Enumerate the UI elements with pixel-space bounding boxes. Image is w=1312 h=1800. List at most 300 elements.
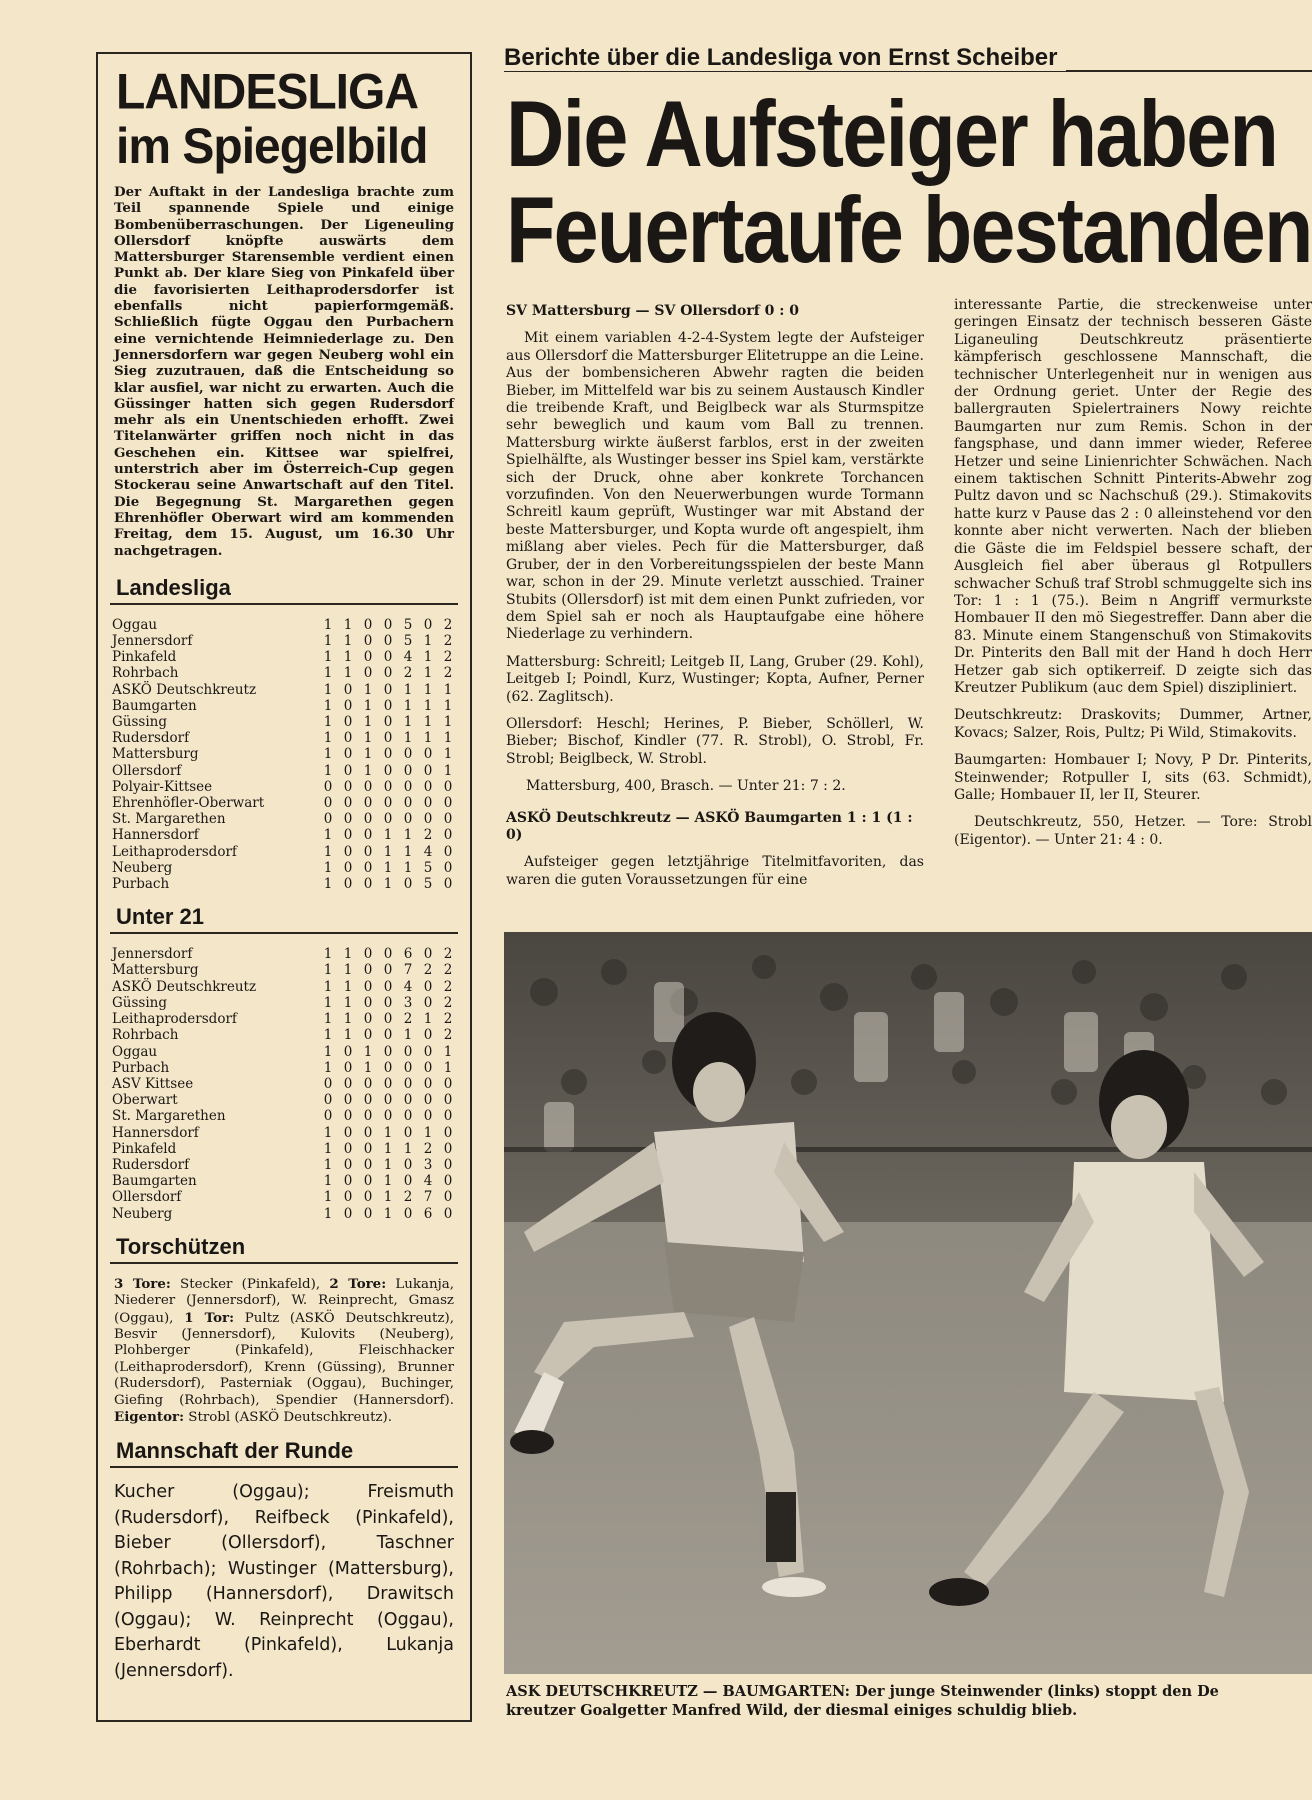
stat-cell: 6 [423, 1205, 433, 1222]
standings-row [110, 844, 458, 860]
stat-cell: 5 [423, 859, 433, 876]
stat-cell: 0 [383, 697, 393, 714]
stat-cell: 1 [423, 1011, 433, 1028]
team-name: Oberwart [112, 1092, 178, 1109]
stat-cell: 0 [363, 1108, 373, 1125]
stat-cell: 0 [363, 1156, 373, 1173]
stat-cell: 1 [343, 946, 353, 963]
stat-cell: 5 [423, 876, 433, 893]
team-name: Ehrenhöfler-Oberwart [112, 795, 265, 812]
stat-cell: 0 [403, 1043, 413, 1060]
stat-cell: 1 [323, 962, 333, 979]
stat-cell: 0 [343, 1156, 353, 1173]
stat-cell: 0 [383, 730, 393, 747]
team-name: Oggau [112, 616, 158, 633]
stat-cell: 0 [403, 1173, 413, 1190]
stat-cell: 2 [443, 978, 453, 995]
stat-cell: 0 [403, 1156, 413, 1173]
stat-cell: 2 [443, 962, 453, 979]
stat-cell: 0 [423, 994, 433, 1011]
standings-row [110, 1206, 458, 1222]
stat-cell: 1 [443, 681, 453, 698]
team-name: Rohrbach [112, 665, 179, 682]
stat-cell: 0 [423, 616, 433, 633]
stat-cell: 0 [343, 714, 353, 731]
stat-cell: 0 [343, 730, 353, 747]
stat-cell: 0 [403, 1205, 413, 1222]
stat-cell: 0 [423, 762, 433, 779]
stat-cell: 1 [443, 714, 453, 731]
stat-cell: 1 [343, 633, 353, 650]
stat-cell: 1 [423, 1124, 433, 1141]
stat-cell: 1 [403, 859, 413, 876]
team-name: St. Margarethen [112, 1108, 226, 1125]
stat-cell: 0 [383, 649, 393, 666]
stat-cell: 0 [363, 1011, 373, 1028]
stat-cell: 1 [323, 730, 333, 747]
standings-row [110, 1060, 458, 1076]
team-of-round: Kucher (Oggau); Freismuth (Rudersdorf), Reifbeck (Pinkafeld), Bieber (Ollersdorf), Taschner (Rohrbach); Wustinger (Mattersburg), Philipp (Hannersdorf), Drawitsch (Oggau); W. Reinprecht (Oggau), Eberhardt (Pinkafeld), Lukanja (Jennersdorf). [114, 1482, 454, 1681]
stat-cell: 4 [423, 843, 433, 860]
stat-cell: 1 [343, 1027, 353, 1044]
stat-cell: 4 [403, 978, 413, 995]
caption-line-1: ASK DEUTSCHKREUTZ — BAUMGARTEN: Der junge Steinwender (links) stoppt den De [506, 1683, 1219, 1700]
scorers-heading: Torschützen [110, 1232, 458, 1264]
stat-cell: 0 [383, 1108, 393, 1125]
match-2-meta: Deutschkreutz, 550, Hetzer. — Tore: Strobl (Eigentor). — Unter 21: 4 : 0. [954, 814, 1312, 848]
stat-cell: 1 [343, 994, 353, 1011]
scorers-list [114, 1276, 454, 1427]
stat-cell: 1 [383, 1140, 393, 1157]
stat-cell: 0 [343, 827, 353, 844]
stat-cell: 2 [443, 665, 453, 682]
stat-cell: 1 [363, 762, 373, 779]
team-name: Leithaprodersdorf [112, 843, 237, 860]
stat-cell: 1 [323, 1059, 333, 1076]
stat-cell: 0 [343, 697, 353, 714]
stat-cell: 6 [403, 946, 413, 963]
match-1-meta: Mattersburg, 400, Brasch. — Unter 21: 7 : 2. [526, 778, 846, 795]
stat-cell: 0 [443, 1140, 453, 1157]
team-name: Polyair-Kittsee [112, 778, 213, 795]
u21-table [110, 946, 458, 1221]
stat-cell: 0 [343, 778, 353, 795]
match-photo [504, 932, 1312, 1674]
stat-cell: 0 [423, 1092, 433, 1109]
stat-cell: 0 [443, 1189, 453, 1206]
stat-cell: 2 [443, 1027, 453, 1044]
stat-cell: 2 [403, 665, 413, 682]
stat-cell: 1 [383, 1205, 393, 1222]
scorer-names: Lukanja, Niederer (Jennersdorf), W. Reinprecht, Gmasz (Oggau), [114, 1276, 454, 1326]
stat-cell: 0 [443, 876, 453, 893]
stat-cell: 0 [363, 859, 373, 876]
stat-cell: 1 [343, 1011, 353, 1028]
team-name: Güssing [112, 994, 167, 1011]
stat-cell: 0 [343, 681, 353, 698]
stat-cell: 0 [383, 778, 393, 795]
stat-cell: 0 [383, 962, 393, 979]
stat-cell: 0 [443, 1124, 453, 1141]
headline-line-1: Die Aufsteiger haben [506, 86, 1278, 186]
stat-cell: 1 [323, 1140, 333, 1157]
kicker-text: Berichte über die Landesliga von Ernst Scheiber [504, 44, 1066, 71]
stat-cell: 0 [383, 978, 393, 995]
standings-row [110, 1189, 458, 1205]
team-name: Hannersdorf [112, 1124, 199, 1141]
lineup-ollersdorf: Ollersdorf: Heschl; Herines, P. Bieber, Schöllerl, W. Bieber; Bischof, Kindler (77. R. Strobl), O. Strobl, Fr. Strobl; Beiglbeck, W. Strobl. [506, 715, 924, 767]
stat-cell: 0 [403, 762, 413, 779]
standings-row [110, 995, 458, 1011]
stat-cell: 1 [383, 827, 393, 844]
team-name: Rohrbach [112, 1027, 179, 1044]
stat-cell: 1 [323, 946, 333, 963]
stat-cell: 0 [423, 978, 433, 995]
team-name: ASKÖ Deutschkreutz [112, 681, 257, 698]
stat-cell: 0 [363, 1189, 373, 1206]
stat-cell: 0 [363, 962, 373, 979]
stat-cell: 0 [363, 827, 373, 844]
stat-cell: 0 [443, 843, 453, 860]
landesliga-sidebar [96, 52, 472, 1722]
standings-row [110, 1125, 458, 1141]
team-name: Oggau [112, 1043, 158, 1060]
team-name: Pinkafeld [112, 1140, 177, 1157]
stat-cell: 0 [363, 1075, 373, 1092]
stat-cell: 1 [323, 1189, 333, 1206]
stat-cell: 1 [423, 681, 433, 698]
stat-cell: 0 [403, 1075, 413, 1092]
caption-line-2: kreutzer Goalgetter Manfred Wild, der diesmal einiges schuldig blieb. [506, 1702, 1078, 1719]
stat-cell: 0 [343, 1189, 353, 1206]
stat-cell: 2 [443, 1011, 453, 1028]
scorer-names: Pultz (ASKÖ Deutschkreutz), Besvir (Jennersdorf), Kulovits (Neuberg), Plohberger (Pinkafeld), Fleischhacker (Leithaprodersdorf), Krenn (Güssing), Brunner (Rudersdorf), Pasterniak (Oggau), Buchinger, Giefing (Rohrbach), Spendier (Hannersdorf). [114, 1310, 454, 1408]
standings-row [110, 1011, 458, 1027]
stat-cell: 1 [383, 1124, 393, 1141]
stat-cell: 0 [403, 778, 413, 795]
stat-cell: 1 [323, 697, 333, 714]
stat-cell: 0 [383, 746, 393, 763]
stat-cell: 1 [443, 746, 453, 763]
stat-cell: 1 [343, 978, 353, 995]
stat-cell: 0 [423, 1027, 433, 1044]
stat-cell: 0 [323, 778, 333, 795]
stat-cell: 0 [423, 795, 433, 812]
stat-cell: 3 [423, 1156, 433, 1173]
lineup-mattersburg: Mattersburg: Schreitl; Leitgeb II, Lang, Gruber (29. Kohl), Leitgeb I; Poindl, Kurz, Wustinger; Kopta, Aufner, Perner (62. Zaglitsch). [506, 653, 924, 705]
stat-cell: 1 [423, 697, 433, 714]
photo-caption [506, 1682, 1312, 1722]
stat-cell: 1 [323, 762, 333, 779]
stat-cell: 1 [423, 665, 433, 682]
stat-cell: 1 [323, 649, 333, 666]
team-name: St. Margarethen [112, 811, 226, 828]
stat-cell: 0 [323, 1092, 333, 1109]
stat-cell: 1 [323, 994, 333, 1011]
stat-cell: 0 [363, 1124, 373, 1141]
stat-cell: 1 [323, 1027, 333, 1044]
stat-cell: 0 [403, 876, 413, 893]
stat-cell: 0 [423, 1043, 433, 1060]
lineup-baumgarten: Baumgarten: Hombauer I; Novy, P Dr. Pinterits, Steinwender; Rotpuller I, sits (63. Schmidt), Galle; Hombauer II, ler II, Steurer. [954, 752, 1312, 803]
scorer-names: Strobl (ASKÖ Deutschkreutz). [184, 1409, 393, 1425]
stat-cell: 0 [343, 1173, 353, 1190]
team-name: Neuberg [112, 859, 173, 876]
team-name: Hannersdorf [112, 827, 199, 844]
sidebar-title [116, 65, 458, 174]
standings-row [110, 811, 458, 827]
stat-cell: 1 [343, 962, 353, 979]
team-name: Baumgarten [112, 697, 197, 714]
stat-cell: 0 [423, 746, 433, 763]
stat-cell: 1 [323, 827, 333, 844]
standings-row [110, 876, 458, 892]
stat-cell: 1 [383, 1173, 393, 1190]
team-name: Pinkafeld [112, 649, 177, 666]
stat-cell: 0 [443, 1092, 453, 1109]
stat-cell: 0 [343, 1043, 353, 1060]
stat-cell: 0 [363, 1092, 373, 1109]
stat-cell: 1 [363, 714, 373, 731]
stat-cell: 0 [363, 1173, 373, 1190]
scorer-count-label: 3 Tore: [114, 1275, 171, 1292]
stat-cell: 7 [423, 1189, 433, 1206]
stat-cell: 0 [423, 1059, 433, 1076]
stat-cell: 1 [383, 1156, 393, 1173]
stat-cell: 1 [323, 843, 333, 860]
stat-cell: 2 [443, 994, 453, 1011]
stat-cell: 1 [403, 1027, 413, 1044]
standings-row [110, 779, 458, 795]
stat-cell: 1 [323, 1124, 333, 1141]
standings-row [110, 979, 458, 995]
stat-cell: 1 [323, 1011, 333, 1028]
stat-cell: 0 [343, 1092, 353, 1109]
stat-cell: 0 [343, 811, 353, 828]
stat-cell: 0 [383, 946, 393, 963]
stat-cell: 2 [443, 616, 453, 633]
stat-cell: 1 [443, 762, 453, 779]
stat-cell: 4 [423, 1173, 433, 1190]
standings-row [110, 1141, 458, 1157]
scorer-count-label: Eigentor: [114, 1408, 185, 1425]
stat-cell: 1 [323, 633, 333, 650]
stat-cell: 0 [443, 827, 453, 844]
headline [506, 86, 1312, 286]
team-name: Purbach [112, 1059, 170, 1076]
stat-cell: 0 [363, 1140, 373, 1157]
stat-cell: 0 [423, 811, 433, 828]
standings-row [110, 649, 458, 665]
stat-cell: 1 [443, 1043, 453, 1060]
team-name: Jennersdorf [112, 633, 193, 650]
stat-cell: 1 [363, 1059, 373, 1076]
standings-row [110, 962, 458, 978]
stat-cell: 0 [343, 762, 353, 779]
stat-cell: 0 [443, 1108, 453, 1125]
stat-cell: 1 [323, 876, 333, 893]
stat-cell: 0 [343, 795, 353, 812]
stat-cell: 0 [443, 1173, 453, 1190]
stat-cell: 1 [343, 665, 353, 682]
stat-cell: 1 [323, 681, 333, 698]
standings-row [110, 682, 458, 698]
stat-cell: 1 [323, 1043, 333, 1060]
stat-cell: 0 [383, 665, 393, 682]
stat-cell: 0 [423, 778, 433, 795]
stat-cell: 0 [403, 1124, 413, 1141]
stat-cell: 0 [363, 811, 373, 828]
stat-cell: 1 [403, 1140, 413, 1157]
team-name: Rudersdorf [112, 730, 190, 747]
stat-cell: 0 [383, 616, 393, 633]
stat-cell: 0 [363, 876, 373, 893]
stat-cell: 0 [443, 859, 453, 876]
stat-cell: 1 [343, 616, 353, 633]
stat-cell: 7 [403, 962, 413, 979]
sidebar-intro: Der Auftakt in der Landesliga brachte zum Teil spannende Spiele und einige Bombenüberraschungen. Der Ligeneuling Ollersdorf knöpfte auswärts dem Mattersburger Starensemble verdient einen Punkt ab. Der klare Sieg von Pinkafeld über die favorisierten Leithaprodersdorfer ist ebenfalls nicht papierformgemäß. Schließlich fügte Oggau den Purbachern eine vernichtende Heimniederlage zu. Den Jennersdorfern war gegen Neuberg wohl ein Sieg zuzutrauen, daß die Entscheidung so klar ausfiel, war nicht zu erwarten. Auch die Güssinger hatten sich gegen Rudersdorf mehr als ein Unentschieden erhofft. Zwei Titelanwärter griffen noch nicht in das Geschehen ein. Kittsee war spielfrei, unterstrich aber im Österreich-Cup gegen Stockerau seine Anwartschaft auf den Titel. Die Begegnung St. Margarethen gegen Ehrenhöfler Oberwart wird am kommenden Freitag, dem 15. August, um 16.30 Uhr nachgetragen. [114, 184, 454, 559]
stat-cell: 0 [383, 795, 393, 812]
stat-cell: 1 [383, 859, 393, 876]
match-2-report-cont: interessante Partie, die streckenweise unter geringen Einsatz der technisch besseren Gäste Liganeuling Deutschkreutz präsentierte kämpferisch geschlossene Mannschaft, die technischer Unterlegenheit nur in wenigen aus der Ordnung geriet. Unter der Regie des ballergrauten Spielertrainers Nowy reichte Baumgarten nur zum Remis. Schon in der fangsphase, und dann immer wieder, Referee Hetzer und seine Linienrichter Schwächen. Nach einem taktischen Schnitt Pinterits-Abwehr zog Pultz davon und sc Nachschuß (29.). Stimakovits hatte kurz v Pause das 2 : 0 alleinstehend vor den konnte aber nicht verwerten. Nach der blieben die Gäste die im Feldspiel bessere schaft, der Ausgleich fiel aber überaus gl Rotpullers schwacher Schuß traf Strobl schmuggelte sich ins Tor: 1 : 1 (75.). Beim n Angriff vermurkste Hombauer II den mö Siegestreffer. Dann aber die 83. Minute einem Stangenschuß von Stimakovits Dr. Pinterits den Ball mit der Hand h doch Herr Hetzer gab sich optikerreif. D zeigte sich das Kreutzer Publikum (auc dem Spiel) diszipliniert. [954, 297, 1312, 696]
team-name: Rudersdorf [112, 1156, 190, 1173]
stat-cell: 0 [343, 1075, 353, 1092]
stat-cell: 0 [443, 795, 453, 812]
u21-heading: Unter 21 [110, 902, 458, 934]
kicker-line [504, 44, 1312, 74]
standings-row [110, 1173, 458, 1189]
stat-cell: 0 [383, 1011, 393, 1028]
scorer-count-label: 2 Tore: [329, 1275, 387, 1292]
stat-cell: 0 [383, 762, 393, 779]
stat-cell: 1 [423, 633, 433, 650]
stat-cell: 1 [383, 843, 393, 860]
stat-cell: 1 [363, 697, 373, 714]
team-name: Leithaprodersdorf [112, 1011, 237, 1028]
stat-cell: 0 [363, 778, 373, 795]
stat-cell: 1 [403, 681, 413, 698]
standings-row [110, 1092, 458, 1108]
team-name: ASKÖ Deutschkreutz [112, 978, 257, 995]
stat-cell: 0 [343, 1124, 353, 1141]
team-name: Jennersdorf [112, 946, 193, 963]
standings-row [110, 665, 458, 681]
stat-cell: 0 [383, 1075, 393, 1092]
stat-cell: 5 [403, 633, 413, 650]
stat-cell: 0 [383, 811, 393, 828]
standings-row [110, 1027, 458, 1043]
stat-cell: 1 [403, 714, 413, 731]
stat-cell: 0 [343, 876, 353, 893]
standings-row [110, 946, 458, 962]
stat-cell: 0 [343, 859, 353, 876]
standings-row [110, 617, 458, 633]
team-name: Güssing [112, 714, 167, 731]
stat-cell: 0 [363, 795, 373, 812]
stat-cell: 0 [403, 1092, 413, 1109]
match-1-report: Mit einem variablen 4-2-4-System legte der Aufsteiger aus Ollersdorf die Mattersburger Elitetruppe an die Leine. Aus der bombensicheren Abwehr ragten die beiden Bieber, im Mittelfeld war bis zu seinem Austausch Kindler die treibende Kraft, und Beiglbeck war als Sturmspitze sehr beweglich und kaum vom Ball zu trennen. Mattersburg wirkte äußerst farblos, erst in der zweiten Spielhälfte, als Wustinger besser ins Spiel kam, verstärkte sich der Druck, ohne aber konkrete Torchancen vorzufinden. Von den Neuerwerbungen wurde Tormann Schreitl kaum geprüft, Wustinger war mit Abstand der beste Mattersburger, und Kopta wurde oft angespielt, ihm mißlang aber vieles. Pech für die Mattersburger, daß Gruber, der in den Vorbereitungsspielen der beste Mann war, schon in der 29. Minute verletzt ausschied. Trainer Stubits (Ollersdorf) ist mit dem einen Punkt zufrieden, vor dem Spiel sah er noch als Hauptaufgabe eine höhere Niederlage zu verhindern. [506, 330, 924, 643]
standings-row [110, 1157, 458, 1173]
stat-cell: 1 [383, 1189, 393, 1206]
stat-cell: 0 [363, 994, 373, 1011]
standings-row [110, 763, 458, 779]
stat-cell: 0 [363, 843, 373, 860]
stat-cell: 0 [443, 1075, 453, 1092]
headline-line-2: Feuertaufe bestanden [506, 177, 1312, 282]
stat-cell: 0 [343, 1059, 353, 1076]
stat-cell: 1 [323, 978, 333, 995]
stat-cell: 1 [403, 730, 413, 747]
stat-cell: 1 [323, 746, 333, 763]
team-name: Ollersdorf [112, 762, 182, 779]
team-name: Purbach [112, 876, 170, 893]
stat-cell: 0 [323, 1108, 333, 1125]
standings-row [110, 746, 458, 762]
landesliga-heading: Landesliga [110, 573, 458, 605]
standings-row [110, 1108, 458, 1124]
stat-cell: 0 [383, 714, 393, 731]
article-column-2 [954, 297, 1312, 937]
stat-cell: 2 [423, 962, 433, 979]
team-name: Ollersdorf [112, 1189, 182, 1206]
stat-cell: 1 [363, 681, 373, 698]
sidebar-title-line-1: LANDESLIGA [116, 64, 418, 120]
standings-row [110, 730, 458, 746]
standings-row [110, 827, 458, 843]
stat-cell: 0 [443, 1205, 453, 1222]
stat-cell: 1 [423, 714, 433, 731]
stat-cell: 2 [403, 1189, 413, 1206]
stat-cell: 1 [423, 649, 433, 666]
stat-cell: 0 [343, 1205, 353, 1222]
stat-cell: 3 [403, 994, 413, 1011]
stat-cell: 1 [323, 616, 333, 633]
stat-cell: 0 [363, 978, 373, 995]
stat-cell: 0 [443, 811, 453, 828]
stat-cell: 1 [383, 876, 393, 893]
stat-cell: 1 [363, 1043, 373, 1060]
stat-cell: 0 [383, 633, 393, 650]
stat-cell: 0 [343, 843, 353, 860]
stat-cell: 0 [403, 811, 413, 828]
stat-cell: 1 [403, 843, 413, 860]
stat-cell: 0 [363, 1205, 373, 1222]
stat-cell: 0 [323, 795, 333, 812]
stat-cell: 1 [323, 1173, 333, 1190]
stat-cell: 2 [443, 633, 453, 650]
standings-row [110, 714, 458, 730]
standings-row [110, 795, 458, 811]
team-name: Neuberg [112, 1205, 173, 1222]
stat-cell: 0 [383, 994, 393, 1011]
stat-cell: 1 [343, 649, 353, 666]
stat-cell: 5 [403, 616, 413, 633]
stat-cell: 2 [423, 827, 433, 844]
stat-cell: 0 [423, 1075, 433, 1092]
standings-row [110, 633, 458, 649]
stat-cell: 0 [403, 746, 413, 763]
standings-row [110, 1076, 458, 1092]
stat-cell: 0 [403, 795, 413, 812]
team-name: Mattersburg [112, 746, 199, 763]
stat-cell: 0 [423, 946, 433, 963]
stat-cell: 1 [403, 697, 413, 714]
stat-cell: 1 [363, 746, 373, 763]
team-name: Mattersburg [112, 962, 199, 979]
stat-cell: 0 [323, 1075, 333, 1092]
stat-cell: 1 [443, 1059, 453, 1076]
stat-cell: 0 [363, 616, 373, 633]
